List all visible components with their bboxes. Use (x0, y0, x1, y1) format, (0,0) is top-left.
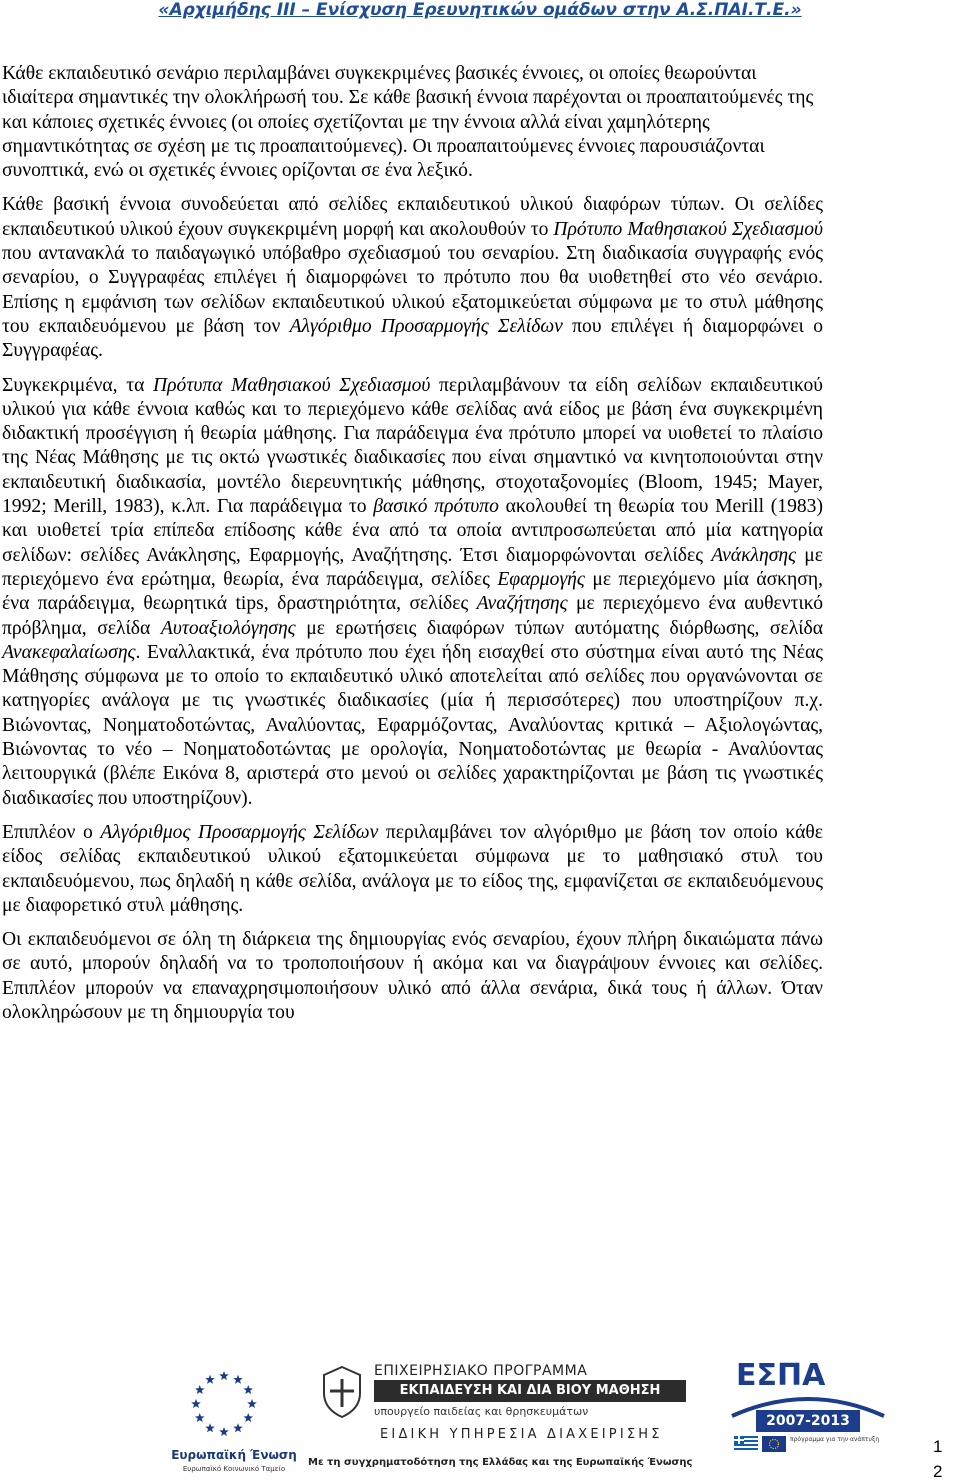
eu-star (219, 1371, 229, 1380)
paragraph (2, 821, 823, 918)
eu-star (195, 1385, 205, 1394)
italic-term: Πρότυπα Μαθησιακού Σχεδιασμού (152, 374, 431, 396)
page-number: 2 (933, 1462, 943, 1481)
paragraph (2, 374, 823, 811)
espa-sub: πρόγραμμα για την ανάπτυξη (790, 1436, 880, 1443)
ep-program: ΕΚΠΑΙΔΕΥΣΗ ΚΑΙ ΔΙΑ ΒΙΟΥ ΜΑΘΗΣΗ (374, 1380, 686, 1402)
text-run: με περιεχόμενο ένα ερώτημα, θεωρία, ένα παράδειγμα, σελίδες (2, 544, 823, 590)
text-run: με ερωτήσεις διαφόρων τύπων αυτόματης διόρθωσης, σελίδα (295, 617, 823, 639)
eu-star (247, 1399, 257, 1408)
paragraph (2, 62, 823, 183)
paragraph (2, 193, 823, 363)
ep-title: ΕΠΙΧΕΙΡΗΣΙΑΚΟ ΠΡΟΓΡΑΜΜΑ (374, 1363, 588, 1379)
text-run: Κάθε βασική έννοια συνοδεύεται από σελίδες εκπαιδευτικού υλικού διαφόρων τύπων. Οι σελίδες εκπαιδευτικού υλικού έχουν συγκεκριμένη μορφή και ακολουθούν το (2, 194, 823, 240)
italic-term: Αλγόριθμος Προσαρμογής Σελίδων (100, 821, 379, 843)
text-run: ακολουθεί τη θεωρία του Merill (1983) και υιοθετεί τρία επίπεδα επίδοσης κάθε ένα από τα οποία αντιπροσωπεύεται από μία κατηγορία σελίδων: σελίδες Ανάκλησης, Εφαρμογής, Αναζήτησης. Έτσι διαμορφώνονται σελίδες (2, 496, 823, 566)
eu-star (205, 1375, 215, 1384)
text-run: Οι εκπαιδευόμενοι σε όλη τη διάρκεια της δημιουργίας ενός σεναρίου, έχουν πλήρη δικαιώματα πάνω σε αυτό, μπορούν δηλαδή να το τροποποιήσουν ή ακόμα και να διαγράψουν έννοιες και σελίδες. Επιπλέον μπορούν να επαναχρησιμοποιήσουν υλικό από άλλα σενάρια, δικά τους ή άλλων. Όταν ολοκληρώσουν με τη δημιουργία του (2, 929, 823, 1023)
page-number: 1 (933, 1437, 943, 1456)
ep-unit: ΕΙΔΙΚΗ ΥΠΗΡΕΣΙΑ ΔΙΑΧΕΙΡΙΣΗΣ (380, 1427, 663, 1442)
greek-emblem-icon (320, 1365, 364, 1419)
italic-term: Αναζήτησης (476, 593, 568, 615)
italic-term: βασικό πρότυπο (373, 496, 499, 518)
eu-star (243, 1385, 253, 1394)
italic-term: Πρότυπο Μαθησιακού Σχεδιασμού (553, 218, 823, 240)
text-run: . Εναλλακτικά, ένα πρότυπο που έχει ήδη εισαχθεί στο σύστημα είναι αυτό της Νέας Μάθησης σύμφωνα με το οποίο το εκπαιδευτικό υλικό αποτελείται από σελίδες που οργανώνονται σε κατηγορίες ανάλογα με τις γνωστικές διαδικασίες (μία ή περισσότερες) που υποστηρίζουν π.χ. Βιώνοντας, Νοηματοδοτώντας, Αναλύοντας, Εφαρμόζοντας, Αναλύοντας κριτικά – Αξιολογώντας, Βιώνοντας το νέο – Νοηματοδοτώντας με ορολογία, Νοηματοδοτώντας με θεωρία - Αναλύοντας λειτουργικά (βλέπε Εικόνα 8, αριστερά στο μενού οι σελίδες χαρακτηρίζονται με βάση τις γνωστικές διαδικασίες που υποστηρίζουν). (2, 641, 823, 809)
paragraph (2, 928, 823, 1025)
text-run: Κάθε εκπαιδευτικό σενάριο περιλαμβάνει συγκεκριμένες βασικές έννοιες, οι οποίες θεωρούνται ιδιαίτερα σημαντικές την ολοκλήρωσή του. Σε κάθε βασική έννοια παρέχονται οι προαπαιτούμενές της και κάποιες σχετικές έννοιες (οι οποίες σχετίζονται με την έννοια αλλά είναι χαμηλότερης σημαντικότητας σε σχέση με τις προαπαιτούμενες). Οι προαπαιτούμενες έννοιες παρουσιάζονται συνοπτικά, ενώ οι σχετικές έννοιες ορίζονται σε ένα λεξικό. (2, 63, 814, 182)
text-run: περιλαμβάνει τον αλγόριθμο με βάση τον οποίο κάθε είδος σελίδας εκπαιδευτικού υλικού εξατομικεύεται σύμφωνα με το μαθησιακό στυλ του εκπαιδευόμενου, πως δηλαδή η κάθε σελίδα, ανάλογα με το είδος της, εμφανίζεται σε εκπαιδευόμενους με διαφορετικό στυλ μάθησης. (2, 821, 823, 916)
text-run: περιλαμβάνουν τα είδη σελίδων εκπαιδευτικού υλικού για κάθε έννοια καθώς και το περιεχόμενο κάθε σελίδας ανά είδος με βάση ένα συγκεκριμένη διδακτική προσέγγιση ή θεωρία μάθησης. Για παράδειγμα ένα πρότυπο μπορεί να υιοθετεί το πλαίσιο της Νέας Μάθησης με τις οκτώ γνωστικές διαδικασίες που είναι σημαντικό να κινητοποιούνται στην εκπαιδευτική διαδικασία, μοντέλο διερευνητικής μάθησης, στοχοταξονομίες (Bloom, 1945; Mayer, 1992; Merill, 1983), κ.λπ. Για παράδειγμα το (2, 374, 823, 518)
italic-term: Ανακεφαλαίωσης (2, 641, 136, 663)
eu-star (233, 1423, 243, 1432)
eu-star (195, 1413, 205, 1422)
eu-star (219, 1427, 229, 1436)
eu-star (243, 1413, 253, 1422)
page-header: «Αρχιμήδης ΙΙΙ – Ενίσχυση Ερευνητικών ομάδων στην Α.Σ.ΠΑΙ.Τ.Ε.» (158, 0, 802, 20)
eu-logo (166, 1358, 297, 1482)
text-run: με περιεχόμενο ένα αυθεντικό πρόβλημα, σελίδα (2, 593, 823, 639)
espa-title: ΕΣΠΑ (736, 1358, 826, 1393)
eu-name: Ευρωπαϊκή Ένωση (171, 1448, 297, 1462)
italic-term: Ανάκλησης (711, 544, 797, 566)
body-text (2, 62, 823, 1025)
eu-flag-icon (762, 1436, 786, 1452)
text-run: Επιπλέον ο (2, 821, 101, 843)
eu-star (233, 1375, 243, 1384)
ep-ministry: υπουργείο παιδείας και θρησκευμάτων (374, 1405, 589, 1418)
eu-star (191, 1399, 201, 1408)
cofund-text: Με τη συγχρηματοδότηση της Ελλάδας και της Ευρωπαϊκής Ένωσης (308, 1457, 693, 1468)
espa-years: 2007-2013 (756, 1410, 860, 1432)
italic-term: Αλγόριθμο Προσαρμογής Σελίδων (289, 315, 563, 337)
operational-program-logo (308, 1363, 693, 1479)
italic-term: Εφαρμογής (497, 568, 585, 590)
eu-stars-icon (186, 1366, 262, 1442)
text-run: με περιεχόμενο μία άσκηση, ένα παράδειγμα, θεωρητικά tips, δραστηριότητα, σελίδες (2, 568, 824, 615)
italic-term: Αυτοαξιολόγησης (160, 617, 296, 639)
text-run: που επιλέγει ή διαμορφώνει ο Συγγραφέας. (2, 315, 823, 362)
text-run: Συγκεκριμένα, τα (2, 374, 153, 396)
greek-flag-icon (734, 1436, 758, 1452)
eu-star (205, 1423, 215, 1432)
footer-logos (150, 1358, 920, 1482)
espa-logo (728, 1358, 888, 1474)
eu-fund: Ευρωπαϊκό Κοινωνικό Ταμείο (182, 1465, 286, 1473)
text-run: που αντανακλά το παιδαγωγικό υπόβαθρο σχεδιασμού του σεναρίου. Στη διαδικασία συγγραφής ενός σεναρίου, ο Συγγραφέας επιλέγει ή διαμορφώνει το πρότυπο που θα υιοθετηθεί στο νέο σενάριο. Επίσης η εμφάνιση των σελίδων εκπαιδευτικού υλικού εξατομικεύεται σύμφωνα με το στυλ μάθησης του εκπαιδευόμενου με βάση τον (2, 243, 823, 337)
